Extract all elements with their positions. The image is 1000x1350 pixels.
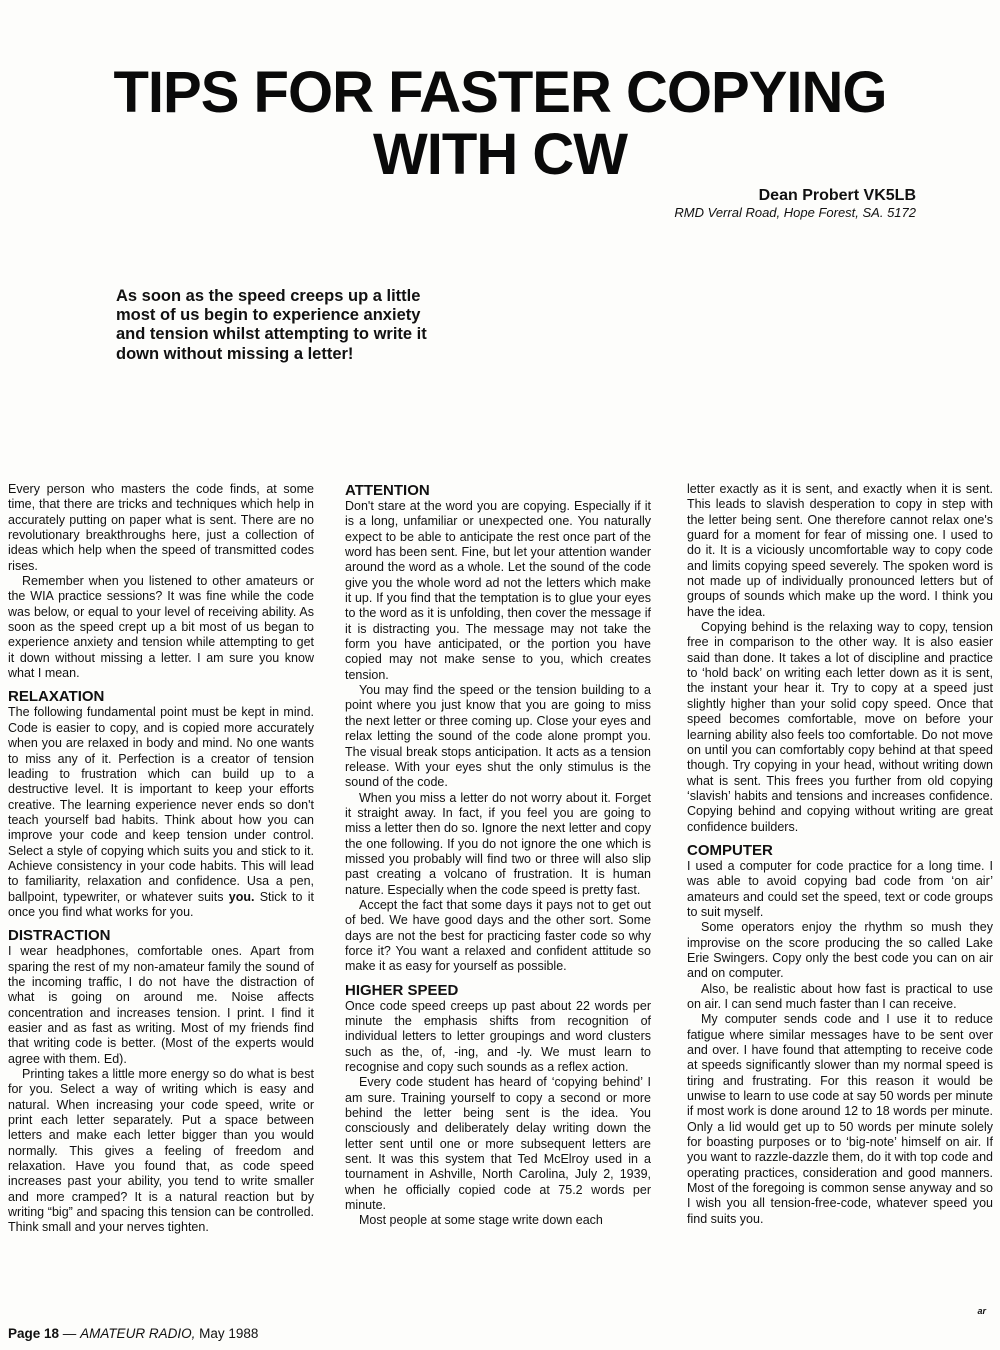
- column-1: [8, 482, 314, 1236]
- issue-date: May 1988: [195, 1326, 259, 1341]
- paragraph: Copying behind is the relaxing way to copy, tension free in comparison to the other way. It is also easier said than done. It takes a lot of discipline and practice to ‘hold back’ on writing each letter down as it is sent, the instant your hear it. Try to copy at a speed just slightly higher than your solid copy speed. Once that speed becomes comfortable, move on before your learning ability also feels too comfortable. Do not move on until you can comfortably copy behind at that speed though. Try copying in your head, without writing down what is sent. This frees you further from old copying ‘slavish’ habits and tensions and increases confidence. Copying behind and copying without writing are great confidence builders.: [687, 620, 993, 834]
- paragraph: [8, 705, 314, 920]
- section-heading-higher-speed: HIGHER SPEED: [345, 981, 459, 999]
- paragraph: Some operators enjoy the rhythm so mush they improvise on the score producing the so called Lake Erie Swingers. Copy only the best code you can on air and on computer.: [687, 920, 993, 981]
- paragraph: You may find the speed or the tension building to a point where you just know that you are going to miss the next letter or three coming up. Close your eyes and relax letting the sound of the code alone prompt you. The visual break stops anticipation. It acts as a tension release. With your eyes shut the only stimulus is the sound of the code.: [345, 683, 651, 790]
- standfirst: As soon as the speed creeps up a little most of us begin to experience anxiety and tension whilst attempting to write it down without missing a letter!: [116, 287, 427, 363]
- section-heading-relaxation: RELAXATION: [8, 688, 105, 706]
- text-run: Stick to it once you find what works for you.: [8, 889, 314, 919]
- author-address: RMD Verral Road, Hope Forest, SA. 5172: [674, 205, 916, 220]
- section-heading-attention: ATTENTION: [345, 482, 430, 499]
- paragraph: Every code student has heard of ‘copying behind’ I am sure. Training yourself to copy a second or more behind the letter being sent is the idea. You consciously and deliberately delay writing down the letter sent until one or more subsequent letters are sent. It was this system that Ted McElroy used in a tournament in Ashville, North Carolina, July 2, 1939, when he officially copied code at 75.2 words per minute.: [345, 1075, 651, 1213]
- paragraph: Accept the fact that some days it pays not to get out of bed. We have good days and the other sort. Some days are not the best for practicing faster code so why force it? You want a relaxed and confident attitude so make it as easy for yourself as possible.: [345, 897, 651, 974]
- section-heading-distraction: DISTRACTION: [8, 927, 111, 945]
- paragraph: Every person who masters the code finds, at some time, that there are tricks and techniques which help in accurately putting on paper what is sent. There are no revolutionary breakthroughs here, just a collection of ideas which help when the speed of transmitted codes rises.: [8, 482, 314, 573]
- column-3: [687, 482, 993, 1227]
- paragraph: letter exactly as it is sent, and exactly when it is sent. This leads to slavish desperation to copy in step with the letter being sent. One therefore cannot relax one's guard for a moment for fear of missing one. I used to do it. It is a viciously uncomfortable way to copy code and limits copying speed severely. The spoken word is not made up of individually pronounced letters but of groups of sounds which make up the word. I think you have the idea.: [687, 482, 993, 619]
- title-line-2: WITH CW: [373, 122, 627, 187]
- magazine-name: AMATEUR RADIO,: [80, 1326, 196, 1341]
- page-footer: [8, 1326, 258, 1342]
- end-mark: ar: [977, 1306, 986, 1316]
- paragraph: Once code speed creeps up past about 22 words per minute the emphasis shifts from recognition of individual letters to letter groupings and word clusters such as the, of, -ing, and -ly. We must learn to recognise and copy such sounds as a reflex action.: [345, 998, 651, 1075]
- text-run: The following fundamental point must be kept in mind. Code is easier to copy, and is copied more accurately when you are relaxed in body and mind. No one wants to miss any of it. Perfection is a creator of tension leading to frustration which can build up to a destructive level. It is important to keep your efforts creative. The learning experience never ends so don't teach yourself bad habits. Think about how you can improve your code and keep tension under control. Select a style of copying which suits you and stick to it. Achieve consistency in your code habits. This will lead to familiarity, relaxation and confidence. Usa a pen, ballpoint, typewriter, or whatever suits: [8, 705, 314, 904]
- author-name: Dean Probert VK5LB: [758, 187, 916, 204]
- section-heading-computer: COMPUTER: [687, 841, 773, 859]
- paragraph: My computer sends code and I use it to reduce fatigue where similar messages have to be sent over and over. I have found that attempting to receive code at speeds significantly slower than my normal speed is tiring and frustrating. For this reason it would be unwise to learn to use code at say 50 words per minute if most work is done around 12 to 18 words per minute. Only a lid would get up to 50 words per minute solely for boasting purposes or to ‘big-note’ himself on air. If you want to razzle-dazzle them, do it with top code and operating practices, consideration and good manners. Most of the foregoing is common sense anyway and so I wish you all tension-free-code, whatever speed you find suits you.: [687, 1012, 993, 1226]
- paragraph: Also, be realistic about how fast is practical to use on air. I can send much faster than I can receive.: [687, 981, 993, 1011]
- article-title: [60, 62, 940, 186]
- page-number: Page 18: [8, 1326, 60, 1341]
- paragraph: Remember when you listened to other amateurs or the WIA practice sessions? It was fine while the code was below, or equal to your level of receiving ability. As soon as the speed crept up a bit most of us began to experience anxiety and tension while attempting to get it down without missing a letter. I am sure you know what I mean.: [8, 574, 314, 681]
- paragraph: When you miss a letter do not worry about it. Forget it straight away. In fact, if you feel you are going to miss a letter then do so. Ignore the next letter and copy the one following. If you do not ignore the one which is missed you probably will find two or three will also slip past creating a volcano of frustration. It is human nature. Especially when the code speed is pretty fast.: [345, 790, 651, 897]
- emphasis: you.: [228, 889, 255, 904]
- column-2: [345, 482, 651, 1229]
- paragraph: Don't stare at the word you are copying. Especially if it is a long, unfamiliar or unexpected one. You naturally expect to be able to anticipate the rest once part of the word has been sent. Fine, but let your attention wander around the word as a whole. Let the sound of the code give you the whole word ad not the letters which make it up. If you find that the temptation is to glue your eyes to the word as it is unfolding, then cover the message if it is distracting you. The message may not take the form you have anticipated, or the portion you have copied may not make sense to you, which creates tension.: [345, 499, 651, 682]
- title-line-1: TIPS FOR FASTER COPYING: [113, 60, 887, 125]
- paragraph: I wear headphones, comfortable ones. Apart from sparing the rest of my non-amateur family the sound of the incoming traffic, I do not have the distraction of what is going on around me. Noise affects concentration and increases tension. I print. I find it easier and as fast as writing. Most of my friends find that writing code is better. (Most of the experts would agree with them. Ed).: [8, 944, 314, 1066]
- footer-dash: —: [59, 1326, 81, 1341]
- paragraph: Most people at some stage write down each: [359, 1213, 603, 1228]
- paragraph: Printing takes a little more energy so do what is best for you. Select a way of writing which is easy and natural. When increasing your code speed, write or print each letter separately. Put a space between letters and make each letter bigger than you would normally. This gives a feeling of freedom and relaxation. Have you found that, as code speed increases past your ability, you tend to write smaller and more cramped? It is a natural reaction but by writing “big” and spacing this tension can be controlled. Think small and your nerves tighten.: [8, 1067, 314, 1235]
- paragraph: I used a computer for code practice for a long time. I was able to avoid copying bad code from ‘on air’ amateurs and could set the speed, text or code groups to suit myself.: [687, 858, 993, 919]
